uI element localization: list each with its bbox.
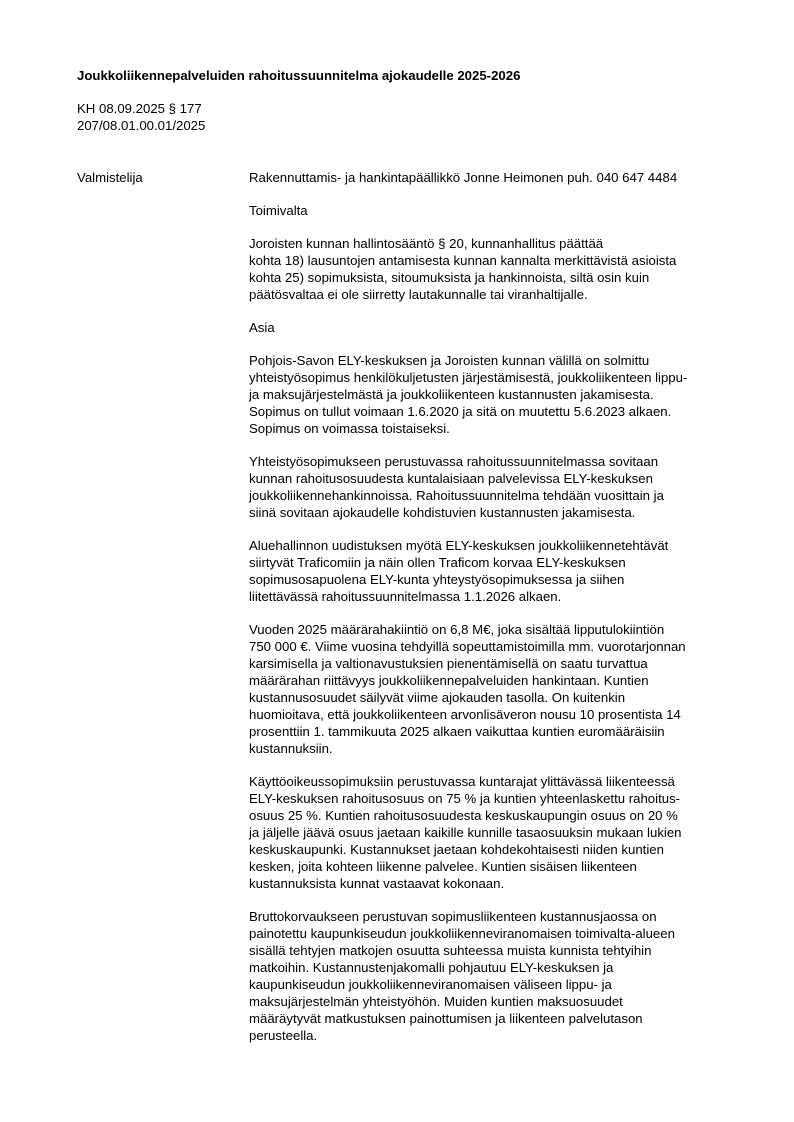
body-paragraph	[249, 235, 749, 303]
paragraph-line: Aluehallinnon uudistuksen myötä ELY-keskuksen joukkoliikennetehtävät	[249, 538, 669, 553]
meeting-reference: KH 08.09.2025 § 177	[77, 101, 202, 116]
paragraph-line: ja jäljelle jäävä osuus jaetaan kaikille kunnille tasaosuuksin mukaan lukien	[249, 825, 682, 840]
paragraph-line: Käyttöoikeussopimuksiin perustuvassa kuntarajat ylittävässä liikenteessä	[249, 774, 675, 789]
paragraph-line: Yhteistyösopimukseen perustuvassa rahoitussuunnitelmassa sovitaan	[249, 454, 659, 469]
paragraph-line: sopimusosapuolena ELY-kunta yhteystyösopimuksessa ja siihen	[249, 572, 625, 587]
paragraph-line: Pohjois-Savon ELY-keskuksen ja Joroisten kunnan välillä on solmittu	[249, 353, 650, 368]
paragraph-line: keskuskaupunki. Kustannukset jaetaan kohdekohtaisesti niiden kuntien	[249, 842, 664, 857]
paragraph-line: kesken, joita kohteen liikenne palvelee. Kuntien sisäisen liikenteen	[249, 859, 637, 874]
paragraph-line: siinä sovitaan ajokaudelle kohdistuvien kustannusten jakamisesta.	[249, 505, 636, 520]
paragraph-line: Rakennuttamis- ja hankintapäällikkö Jonne Heimonen puh. 040 647 4484	[249, 170, 678, 185]
paragraph-line: kunnan rahoitusosuudesta kuntalaisiaan palvelevissa ELY-keskuksen	[249, 471, 653, 486]
document-title: Joukkoliikennepalveluiden rahoitussuunnitelma ajokaudelle 2025-2026	[77, 68, 521, 83]
paragraph-line: Sopimus on voimassa toistaiseksi.	[249, 421, 450, 436]
paragraph-line: Toimivalta	[249, 203, 308, 218]
paragraph-line: Asia	[249, 320, 275, 335]
paragraph-line: karsimisella ja valtionavustuksien pienentämisellä on saatu turvattua	[249, 656, 648, 671]
paragraph-line: matkoihin. Kustannustenjakomalli pohjautuu ELY-keskuksen ja	[249, 960, 614, 975]
record-id: 207/08.01.00.01/2025	[77, 118, 206, 133]
body-paragraph	[249, 319, 749, 336]
paragraph-line: kohta 18) lausuntojen antamisesta kunnan kannalta merkittävistä asioista	[249, 253, 677, 268]
paragraph-line: Bruttokorvaukseen perustuvan sopimusliikenteen kustannusjaossa on	[249, 909, 657, 924]
body-paragraph	[249, 908, 749, 1044]
paragraph-line: Joroisten kunnan hallintosääntö § 20, kunnanhallitus päättää	[249, 236, 604, 251]
paragraph-line: ELY-keskuksen rahoitusosuus on 75 % ja kuntien yhteenlaskettu rahoitus-	[249, 791, 681, 806]
body-paragraph	[249, 453, 749, 521]
paragraph-line: määrärahan riittävyys joukkoliikennepalveluiden hankintaan. Kuntien	[249, 673, 649, 688]
paragraph-line: huomioitava, että joukkoliikenteen arvonlisäveron nousu 10 prosentista 14	[249, 707, 681, 722]
body-paragraph	[249, 352, 749, 437]
preparer-label: Valmistelija	[77, 170, 143, 185]
body-paragraph	[249, 537, 749, 605]
paragraph-line: osuus 25 %. Kuntien rahoitusosuudesta keskuskaupungin osuus on 20 %	[249, 808, 678, 823]
paragraph-line: ja maksujärjestelmästä ja joukkoliikenteen kustannusten jakamisesta.	[249, 387, 654, 402]
paragraph-line: sisällä tehtyjen matkojen osuutta suhteessa muista kunnista tehtyihin	[249, 943, 652, 958]
paragraph-line: liitettävässä rahoitussuunnitelmassa 1.1.2026 alkaen.	[249, 589, 562, 604]
paragraph-line: maksujärjestelmän yhteistyöhön. Muiden kuntien maksuosuudet	[249, 994, 623, 1009]
body-paragraph	[249, 169, 749, 186]
paragraph-line: 750 000 €. Viime vuosina tehdyillä sopeuttamistoimilla mm. vuorotarjonnan	[249, 639, 686, 654]
paragraph-line: siirtyvät Traficomiin ja näin ollen Traficom korvaa ELY-keskuksen	[249, 555, 626, 570]
paragraph-line: joukkoliikennehankinnoissa. Rahoitussuunnitelma tehdään vuosittain ja	[249, 488, 664, 503]
document-body	[249, 169, 749, 1060]
body-paragraph	[249, 621, 749, 757]
paragraph-line: painotettu kaupunkiseudun joukkoliikenneviranomaisen toimivalta-alueen	[249, 926, 675, 941]
paragraph-line: yhteistyösopimus henkilökuljetusten järjestämisestä, joukkoliikenteen lippu-	[249, 370, 688, 385]
paragraph-line: prosenttiin 1. tammikuuta 2025 alkaen vaikuttaa kuntien euromääräisiin	[249, 724, 665, 739]
paragraph-line: kaupunkiseudun joukkoliikenneviranomaisen väliseen lippu- ja	[249, 977, 612, 992]
paragraph-line: Sopimus on tullut voimaan 1.6.2020 ja sitä on muutettu 5.6.2023 alkaen.	[249, 404, 672, 419]
paragraph-line: päätösvaltaa ei ole siirretty lautakunnalle tai viranhaltijalle.	[249, 287, 588, 302]
paragraph-line: kustannuksista kunnat vastaavat kokonaan.	[249, 876, 505, 891]
body-paragraph	[249, 773, 749, 892]
paragraph-line: Vuoden 2025 määrärahakiintiö on 6,8 M€, joka sisältää lipputulokiintiön	[249, 622, 665, 637]
paragraph-line: kohta 25) sopimuksista, sitoumuksista ja hankinnoista, siltä osin kuin	[249, 270, 650, 285]
paragraph-line: perusteella.	[249, 1028, 318, 1043]
paragraph-line: kustannusosuudet säilyvät viime ajokauden tasolla. On kuitenkin	[249, 690, 626, 705]
body-paragraph	[249, 202, 749, 219]
paragraph-line: määräytyvät matkustuksen painottumisen ja liikenteen palvelutason	[249, 1011, 643, 1026]
paragraph-line: kustannuksiin.	[249, 741, 333, 756]
